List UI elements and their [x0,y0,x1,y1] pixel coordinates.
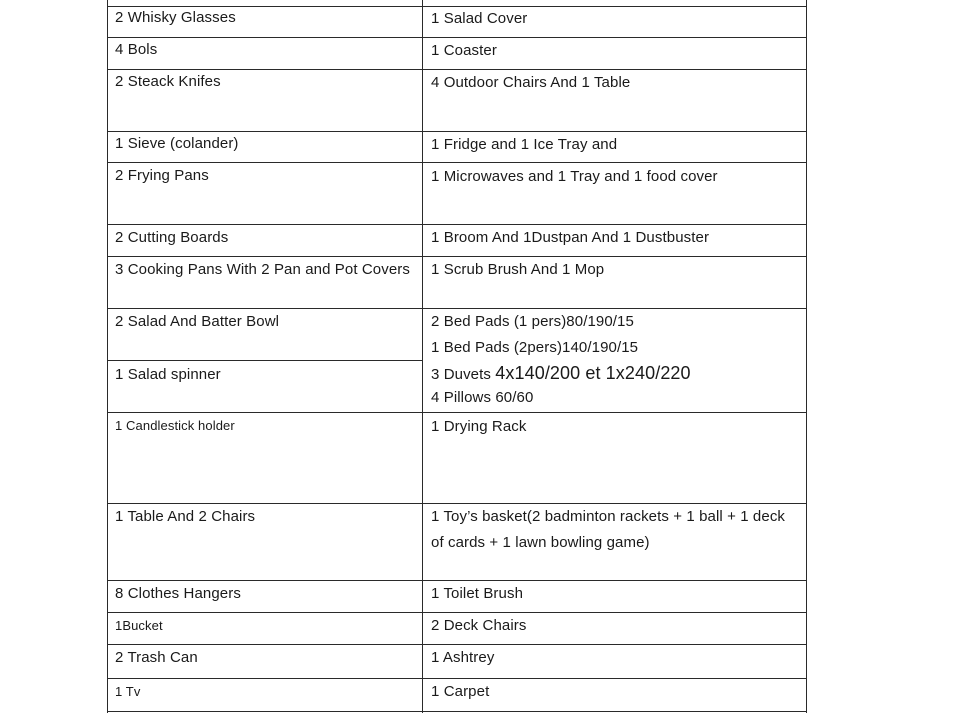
item-steak-knives: 2 Steack Knifes [115,73,221,90]
item-cutting-boards: 2 Cutting Boards [115,229,229,246]
row-line [107,256,807,257]
item-cooking-pans: 3 Cooking Pans With 2 Pan and Pot Covers [115,261,410,278]
item-duvets [431,364,691,384]
row-line [107,69,807,70]
table-border-left [107,0,108,713]
item-toilet-brush: 1 Toilet Brush [431,585,524,602]
item-whisky-glasses: 2 Whisky Glasses [115,9,236,26]
table-border-bottom [107,711,807,712]
item-salad-cover: 1 Salad Cover [431,10,528,27]
item-bols: 4 Bols [115,41,158,58]
row-line [107,580,807,581]
item-tv: 1 Tv [115,684,141,699]
row-line [107,162,807,163]
item-bed-pads-single: 2 Bed Pads (1 pers)80/190/15 [431,313,634,330]
row-line [107,224,807,225]
item-duvets-prefix: 3 Duvets [431,366,491,383]
item-fridge: 1 Fridge and 1 Ice Tray and [431,136,618,153]
row-line [107,37,807,38]
table-border-right [806,0,807,713]
item-carpet: 1 Carpet [431,683,490,700]
item-bucket: 1Bucket [115,618,163,633]
item-drying-rack: 1 Drying Rack [431,418,527,435]
item-clothes-hangers: 8 Clothes Hangers [115,585,241,602]
item-salad-spinner: 1 Salad spinner [115,366,221,383]
row-line [107,308,807,309]
item-toys-basket-line2: of cards + 1 lawn bowling game) [431,534,650,551]
item-microwaves: 1 Microwaves and 1 Tray and 1 food cover [431,168,718,185]
item-deck-chairs: 2 Deck Chairs [431,617,527,634]
item-trash-can: 2 Trash Can [115,649,198,666]
item-bed-pads-double: 1 Bed Pads (2pers)140/190/15 [431,339,639,356]
row-line [107,131,807,132]
item-toys-basket-line1: 1 Toy’s basket(2 badminton rackets + 1 ball + 1 deck [431,508,786,525]
item-broom: 1 Broom And 1Dustpan And 1 Dustbuster [431,229,710,246]
item-scrub-brush: 1 Scrub Brush And 1 Mop [431,261,605,278]
item-table-chairs: 1 Table And 2 Chairs [115,508,256,525]
item-frying-pans: 2 Frying Pans [115,167,209,184]
item-coaster: 1 Coaster [431,42,497,59]
row-line [107,6,807,7]
row-line [107,412,807,413]
row-line [107,503,807,504]
item-outdoor-chairs: 4 Outdoor Chairs And 1 Table [431,74,631,91]
table-divider-center [422,0,423,713]
item-candlestick: 1 Candlestick holder [115,418,235,433]
item-sieve: 1 Sieve (colander) [115,135,239,152]
item-pillows: 4 Pillows 60/60 [431,389,534,406]
row-line [107,612,807,613]
row-line [107,644,807,645]
item-salad-bowl: 2 Salad And Batter Bowl [115,313,280,330]
row-line [107,678,807,679]
row-line-left-only [107,360,423,361]
item-duvets-sizes: 4x140/200 et 1x240/220 [495,363,691,383]
item-ashtray: 1 Ashtrey [431,649,495,666]
